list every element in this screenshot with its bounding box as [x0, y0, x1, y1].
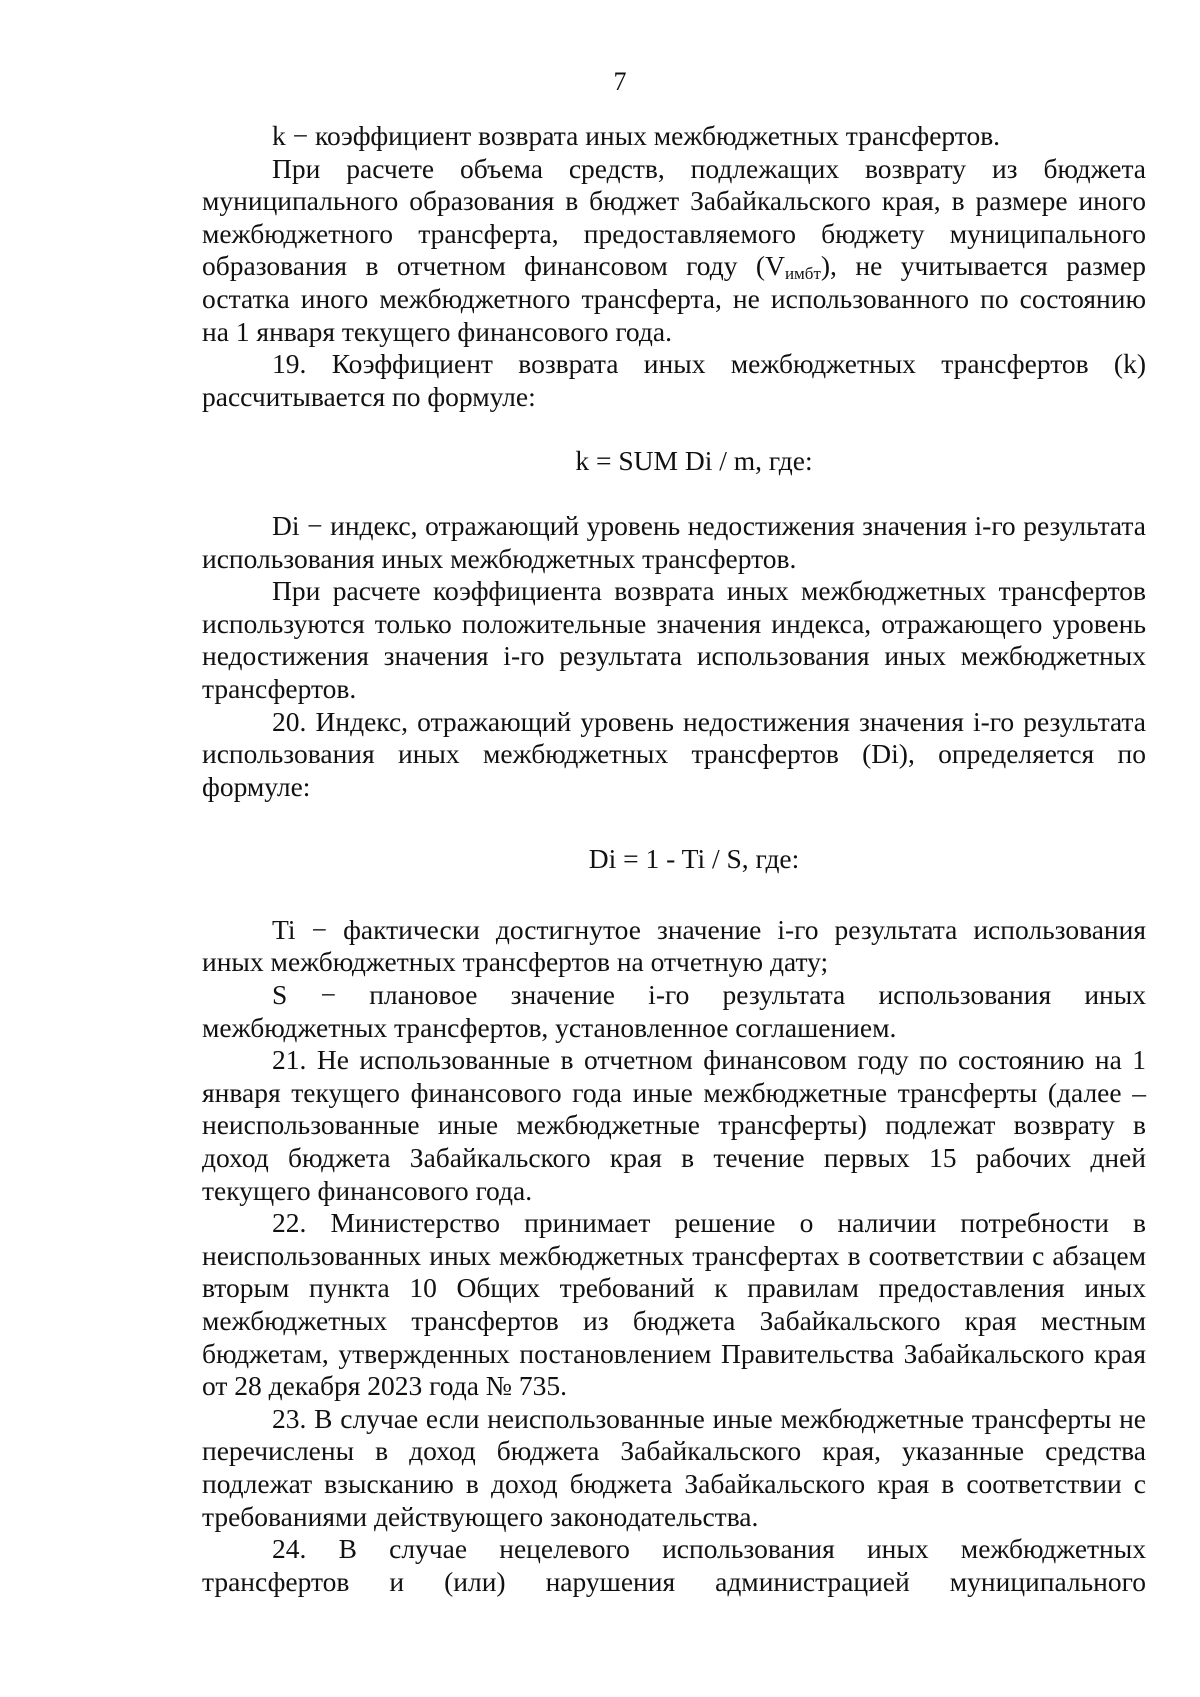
document-body	[202, 120, 1146, 1598]
page-number: 7	[613, 67, 627, 96]
formula-di: Di = 1 - Ti / S, где:	[588, 843, 800, 875]
paragraph-return-volume-text-end: ), не учитывается размер остатка иного межбюджетного трансферта, не использованного по состоянию на 1 января текущего финансового года.	[202, 250, 1147, 347]
formula-k: k = SUM Di / m, где:	[575, 445, 813, 477]
paragraph-positive-values: При расчете коэффициента возврата иных межбюджетных трансфертов используются только положительные значения индекса, отражающего уровень недостижения значения i-го результата использования иных межбюджетных трансфертов.	[202, 575, 1146, 704]
paragraph-di-definition: Di − индекс, отражающий уровень недостижения значения i-го результата использования иных межбюджетных трансфертов.	[202, 509, 1146, 574]
subscript-imbt: имбт	[784, 264, 821, 284]
paragraph-return-volume-text-start: При расчете объема средств, подлежащих возврату из бюджета муниципального образования в бюджет Забайкальского края, в размере иного межбюджетного трансферта, предоставляемого бюджету муниципального образования в отчетном финансовом году (V	[202, 152, 1146, 282]
paragraph-s-definition: S − плановое значение i-го результата использования иных межбюджетных трансфертов, установленное соглашением.	[202, 979, 1146, 1043]
paragraph-k-definition: k − коэффициент возврата иных межбюджетных трансфертов.	[272, 120, 1001, 151]
paragraph-return-volume	[202, 153, 1146, 349]
paragraph-19: 19. Коэффициент возврата иных межбюджетных трансфертов (k) рассчитывается по формуле:	[202, 348, 1146, 412]
paragraph-22: 22. Министерство принимает решение о наличии потребности в неиспользованных иных межбюджетных трансфертах в соответствии с абзацем вторым пункта 10 Общих требований к правилам предоставления иных межбюджетных трансфертов из бюджета Забайкальского края местным бюджетам, утвержденных постановлением Правительства Забайкальского края от 28 декабря 2023 года № 735.	[202, 1207, 1146, 1402]
paragraph-23: 23. В случае если неиспользованные иные межбюджетные трансферты не перечислены в доход бюджета Забайкальского края, указанные средства подлежат взысканию в доход бюджета Забайкальского края в соответствии с требованиями действующего законодательства.	[202, 1402, 1146, 1532]
paragraph-21: 21. Не использованные в отчетном финансовом году по состоянию на 1 января текущего финансового года иные межбюджетные трансферты (далее – неиспользованные иные межбюджетные трансферты) подлежат возврату в доход бюджета Забайкальского края в течение первых 15 рабочих дней текущего финансового года.	[202, 1044, 1146, 1206]
paragraph-24: 24. В случае нецелевого использования иных межбюджетных трансфертов и (или) нарушения администрацией муниципального	[202, 1533, 1146, 1597]
paragraph-ti-definition: Ti − фактически достигнутое значение i-го результата использования иных межбюджетных трансфертов на отчетную дату;	[202, 913, 1146, 978]
paragraph-20: 20. Индекс, отражающий уровень недостижения значения i-го результата использования иных межбюджетных трансфертов (Di), определяется по формуле:	[202, 705, 1146, 802]
